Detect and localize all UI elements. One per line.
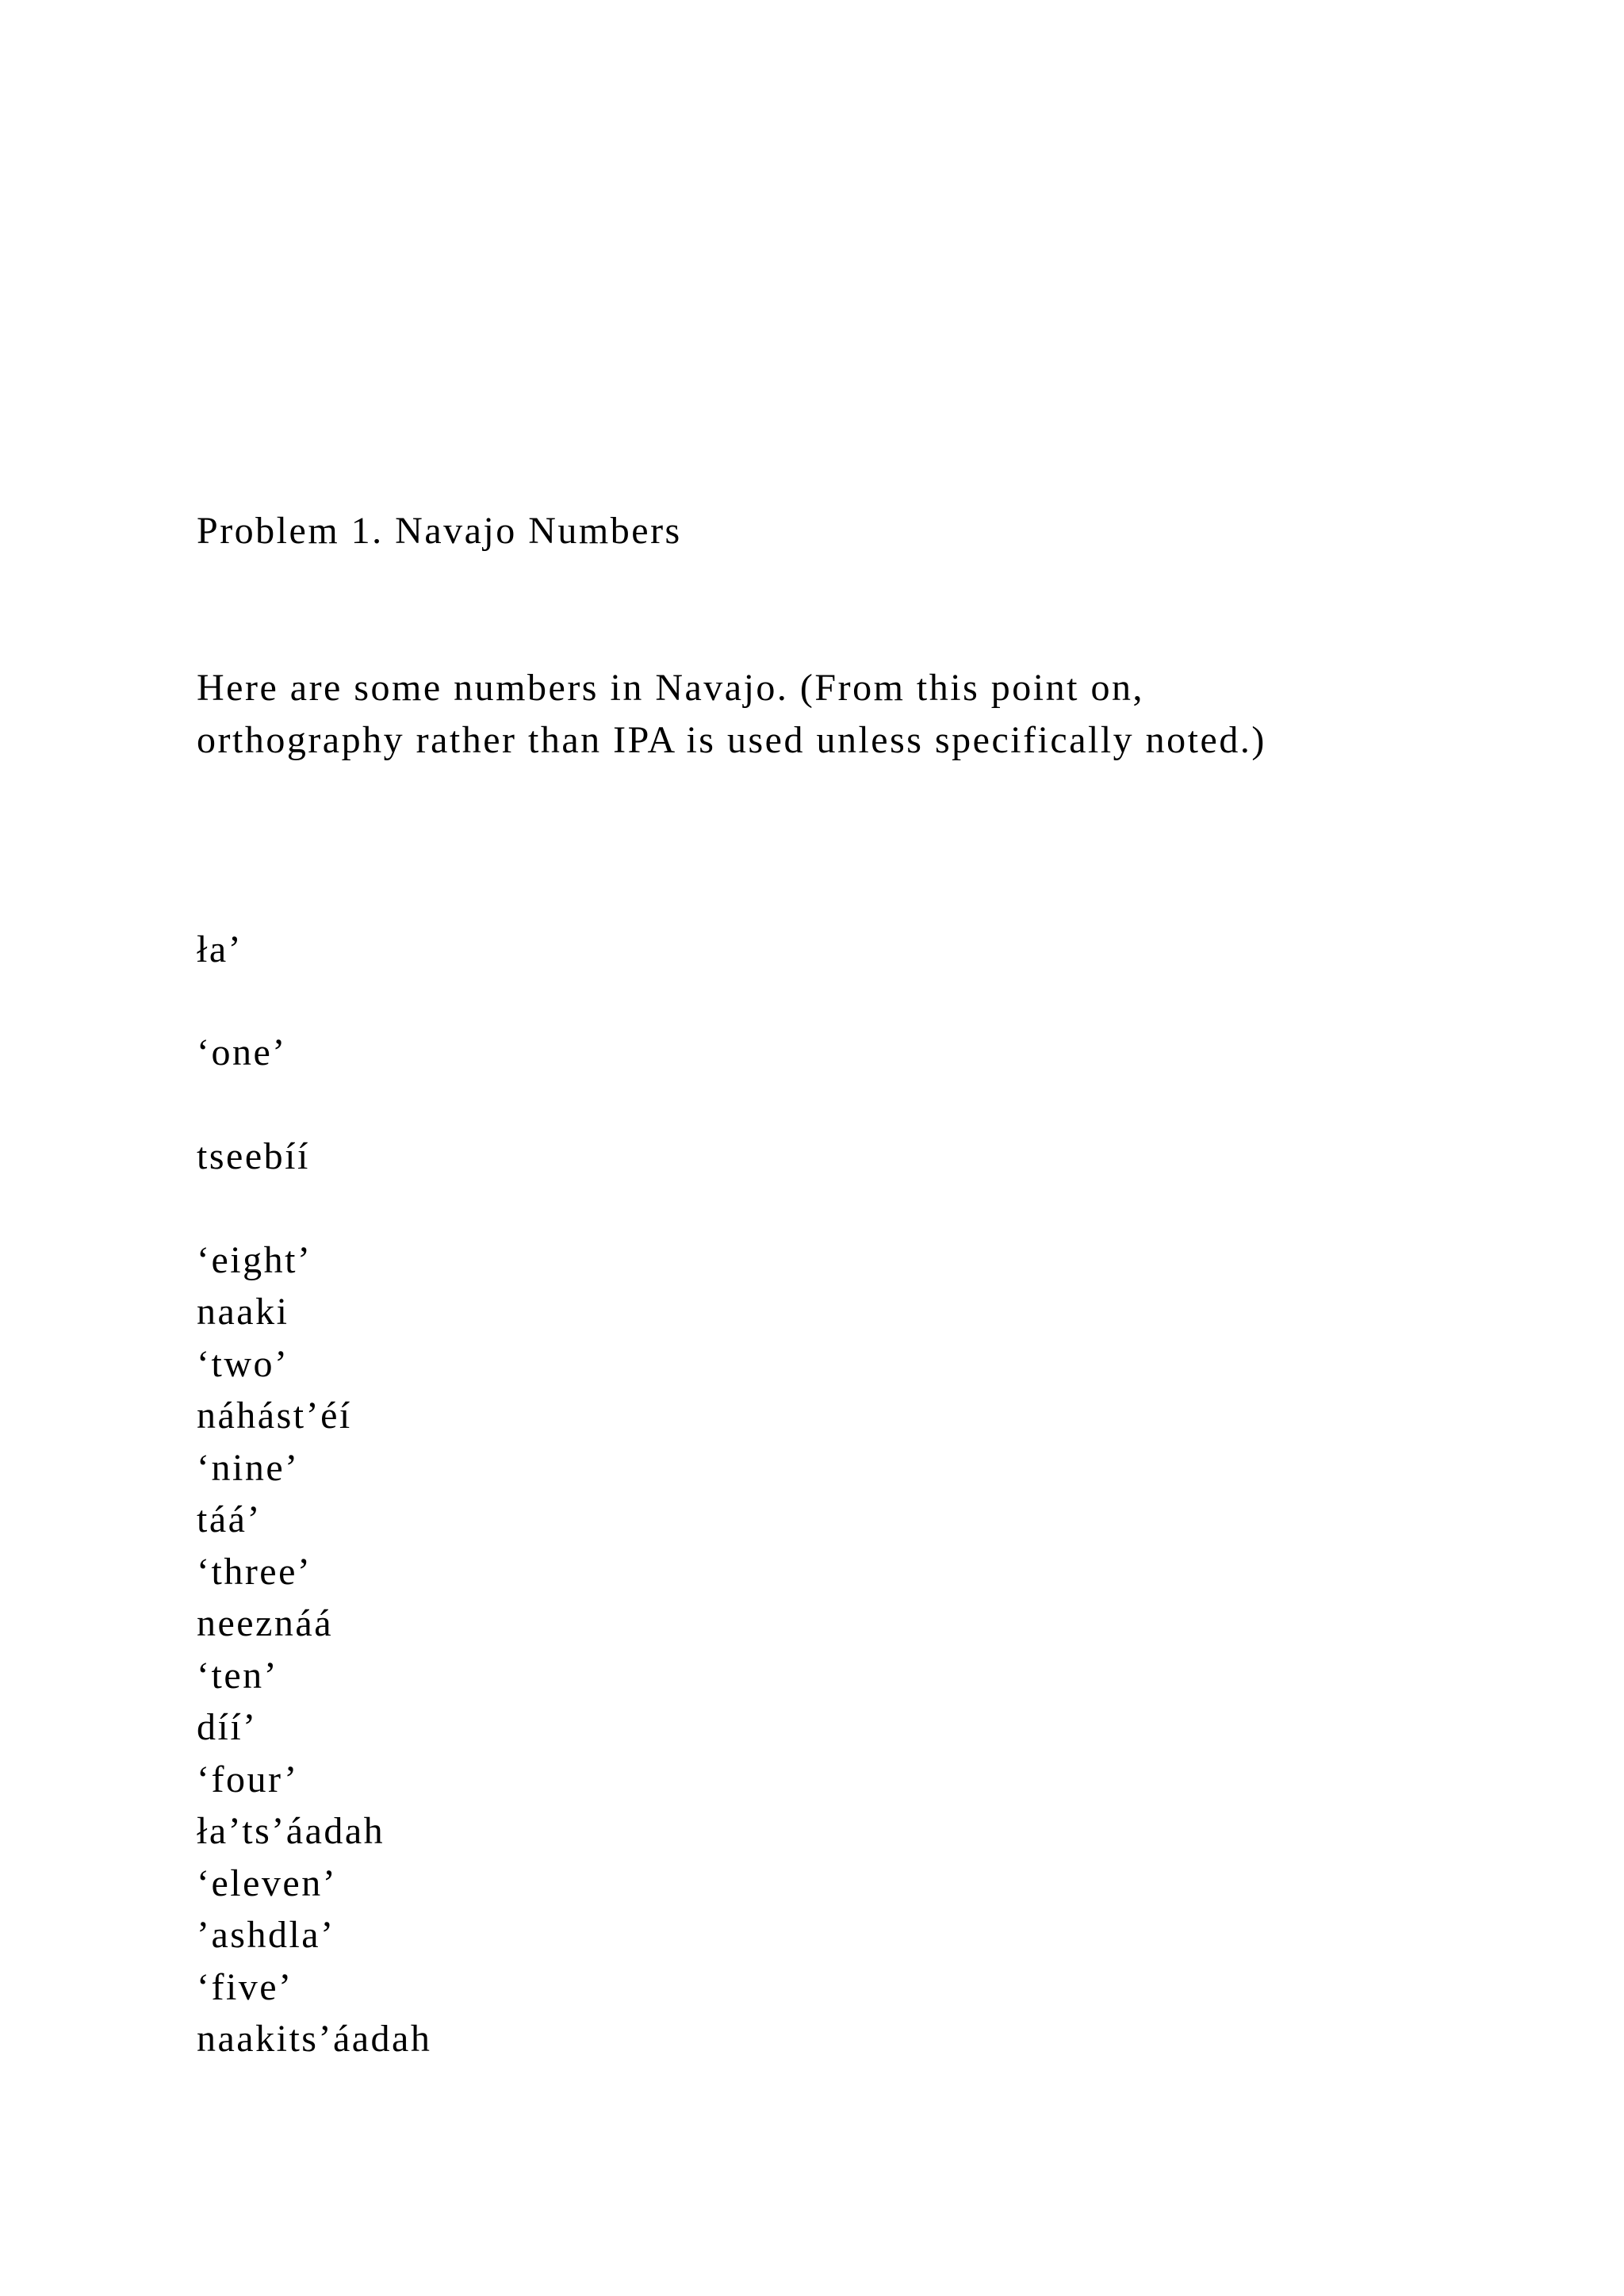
english-gloss: ‘five’	[197, 1966, 293, 2008]
english-gloss: ‘one’	[197, 1031, 287, 1073]
english-gloss: ‘four’	[197, 1758, 299, 1800]
navajo-word: naakits’áadah	[197, 2018, 432, 2060]
navajo-word: neeznáá	[197, 1602, 334, 1644]
english-gloss: ‘eight’	[197, 1239, 312, 1281]
intro-line-2: orthography rather than IPA is used unless specifically noted.)	[197, 719, 1266, 761]
navajo-word: díí’	[197, 1706, 258, 1748]
english-gloss: ‘three’	[197, 1551, 312, 1593]
navajo-word: náhást’éí	[197, 1395, 352, 1437]
intro-line-1: Here are some numbers in Navajo. (From this point on,	[197, 667, 1144, 709]
navajo-word: ła’	[197, 928, 243, 970]
navajo-word: naaki	[197, 1291, 289, 1333]
english-gloss: ‘two’	[197, 1343, 289, 1385]
english-gloss: ‘eleven’	[197, 1862, 338, 1904]
english-gloss: ‘ten’	[197, 1655, 279, 1697]
navajo-word: ’ashdla’	[197, 1914, 335, 1956]
navajo-word: tseebíí	[197, 1135, 310, 1177]
english-gloss: ‘nine’	[197, 1447, 300, 1489]
navajo-word: ła’ts’áadah	[197, 1810, 385, 1852]
problem-title: Problem 1. Navajo Numbers	[197, 510, 682, 552]
navajo-word: táá’	[197, 1498, 262, 1540]
